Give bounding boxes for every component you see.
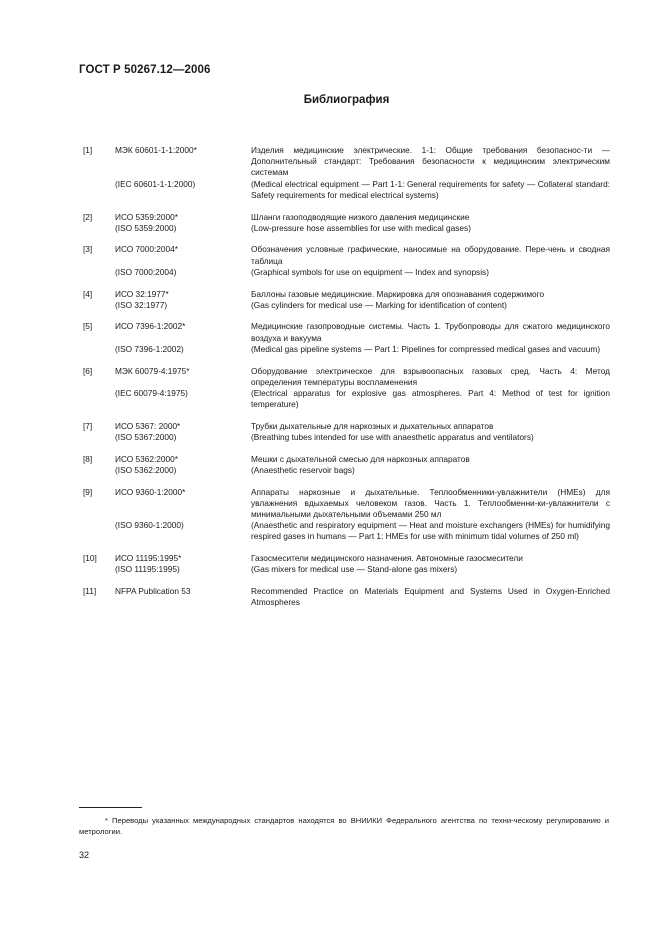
reference-pair [83,564,610,575]
standard-code: (ISO 5367:2000) [115,432,177,443]
standard-code: (ISO 5359:2000) [115,222,177,233]
standard-title: (Medical gas pipeline systems — Part 1: Pipelines for compressed medical gases and vacuum) [251,343,601,354]
reference-pair [83,586,610,608]
reference-pair [83,454,610,465]
reference-number: [6] [83,365,93,376]
standard-code: ИСО 7000:2004* [115,244,178,255]
reference-number: [4] [83,288,93,299]
standard-code: (IEC 60601-1-1:2000) [115,178,196,189]
standard-code: ИСО 11195:1995* [115,553,182,564]
reference-number: [8] [83,453,93,464]
standard-code: ИСО 5359:2000* [115,211,178,222]
standard-title: Мешки с дыхательной смесью для наркозных аппаратов [251,453,470,464]
standard-title: Шланги газоподводящие низкого давления медицинские [251,211,470,222]
standard-code: ИСО 5367: 2000* [115,420,181,431]
reference-pair [83,267,610,278]
standard-title: Баллоны газовые медицинские. Маркировка для опознавания содержимого [251,288,545,299]
standard-title: (Electrical apparatus for explosive gas atmospheres. Part 4: Method of test for ignition temperature) [251,387,610,410]
bibliography-entry [83,145,610,201]
reference-number: [1] [83,145,93,155]
bibliography-entry [83,487,610,543]
reference-number: [10] [83,553,97,564]
reference-pair [83,145,610,179]
bibliography-entry [83,586,610,608]
standard-title: Оборудование электрическое для взрывоопасных газовых сред. Часть 4: Метод определения температуры воспламенения [251,365,610,387]
standard-code: (ISO 9360-1:2000) [115,520,184,531]
standard-code: (ISO 7000:2004) [115,266,177,277]
bibliography-entry [83,366,610,411]
reference-pair [83,212,610,223]
standard-title: Recommended Practice on Materials Equipment and Systems Used in Oxygen-Enriched Atmospheres [251,586,610,608]
reference-pair [83,520,610,542]
standard-code: ИСО 7396-1:2002* [115,321,186,332]
reference-number: [3] [83,244,93,255]
reference-pair [83,223,610,234]
reference-number: [2] [83,211,93,222]
standard-code: (ISO 5362:2000) [115,464,177,475]
reference-pair [83,487,610,521]
bibliography-entry [83,289,610,311]
reference-pair [83,553,610,564]
reference-pair [83,179,610,201]
standard-title: (Graphical symbols for use on equipment — Index and synopsis) [251,266,489,277]
standard-title: (Low-pressure hose assemblies for use with medical gases) [251,222,471,233]
standard-title: (Breathing tubes intended for use with anaesthetic apparatus and ventilators) [251,432,534,443]
standard-code: ИСО 9360-1:2000* [115,486,186,497]
section-title: Библиография [303,94,390,106]
reference-pair [83,289,610,300]
standard-code: (ISO 32:1977) [115,299,168,310]
standard-title: (Gas mixers for medical use — Stand-alone gas mixers) [251,564,458,575]
standard-code: МЭК 60079-4:1975* [115,365,190,376]
standard-title: Медицинские газопроводные системы. Часть 1. Трубопроводы для сжатого медицинского воздуха и вакуума [251,321,610,343]
reference-number: [11] [83,586,97,597]
bibliography-entry [83,321,610,355]
reference-pair [83,366,610,388]
reference-number: [7] [83,420,93,431]
standard-code: (IEC 60079-4:1975) [115,387,188,398]
reference-number: [9] [83,486,93,497]
standard-title: (Gas cylinders for medical use — Marking for identification of content) [251,299,507,310]
page-number: 32 [79,850,90,860]
bibliography-list [83,145,610,619]
reference-pair [83,300,610,311]
bibliography-entry [83,244,610,278]
standard-title: (Medical electrical equipment — Part 1-1: General requirements for safety — Collateral standard: Safety requirements for medical electrical systems) [251,178,610,200]
reference-pair [83,388,610,410]
standard-title: Обозначения условные графические, наносимые на оборудование. Пере-чень и сводная таблица [251,244,610,266]
footnote-divider [79,807,142,808]
reference-pair [83,244,610,266]
reference-number: [5] [83,321,93,332]
standard-code: ИСО 5362:2000* [115,453,178,464]
reference-pair [83,421,610,432]
standard-code: (ISO 7396-1:2002) [115,343,184,354]
reference-pair [83,432,610,443]
bibliography-entry [83,553,610,575]
standard-code: МЭК 60601-1-1:2000* [115,145,197,155]
bibliography-entry [83,212,610,234]
standard-code: ИСО 32:1977* [115,288,169,299]
bibliography-entry [83,454,610,476]
standard-code: NFPA Publication 53 [115,586,191,597]
reference-pair [83,321,610,343]
standard-title: (Anaesthetic reservoir bags) [251,464,355,475]
document-header: ГОСТ Р 50267.12—2006 [79,64,211,76]
footnote: * Переводы указанных международных стандартов находятся во ВНИИКИ Федерального агентства по техни-ческому регулированию и метрологии. [79,816,609,836]
standard-title: Изделия медицинские электрические. 1-1: Общие требования безопаснос-ти — Дополнительный стандарт: Требования безопасности к медицинским электрическим системам [251,145,610,178]
standard-title: Газосмесители медицинского назначения. Автономные газосмесители [251,553,523,564]
standard-code: (ISO 11195:1995) [115,564,180,575]
reference-pair [83,344,610,355]
standard-title: Аппараты наркозные и дыхательные. Теплообменники-увлажнители (HMEs) для увлажнения вдыхаемых человеком газов. Часть 1. Теплообменни-ки-увлажнители с минимальными дыхательными объемами 250 мл [251,486,610,520]
bibliography-entry [83,421,610,443]
standard-title: Трубки дыхательные для наркозных и дыхательных аппаратов [251,420,494,431]
reference-pair [83,465,610,476]
standard-title: (Anaesthetic and respiratory equipment — Heat and moisture exchangers (HMEs) for humidifying respired gases in humans — Part 1: HMEs for use with minimum tidal volumes of 250 ml) [251,520,610,542]
